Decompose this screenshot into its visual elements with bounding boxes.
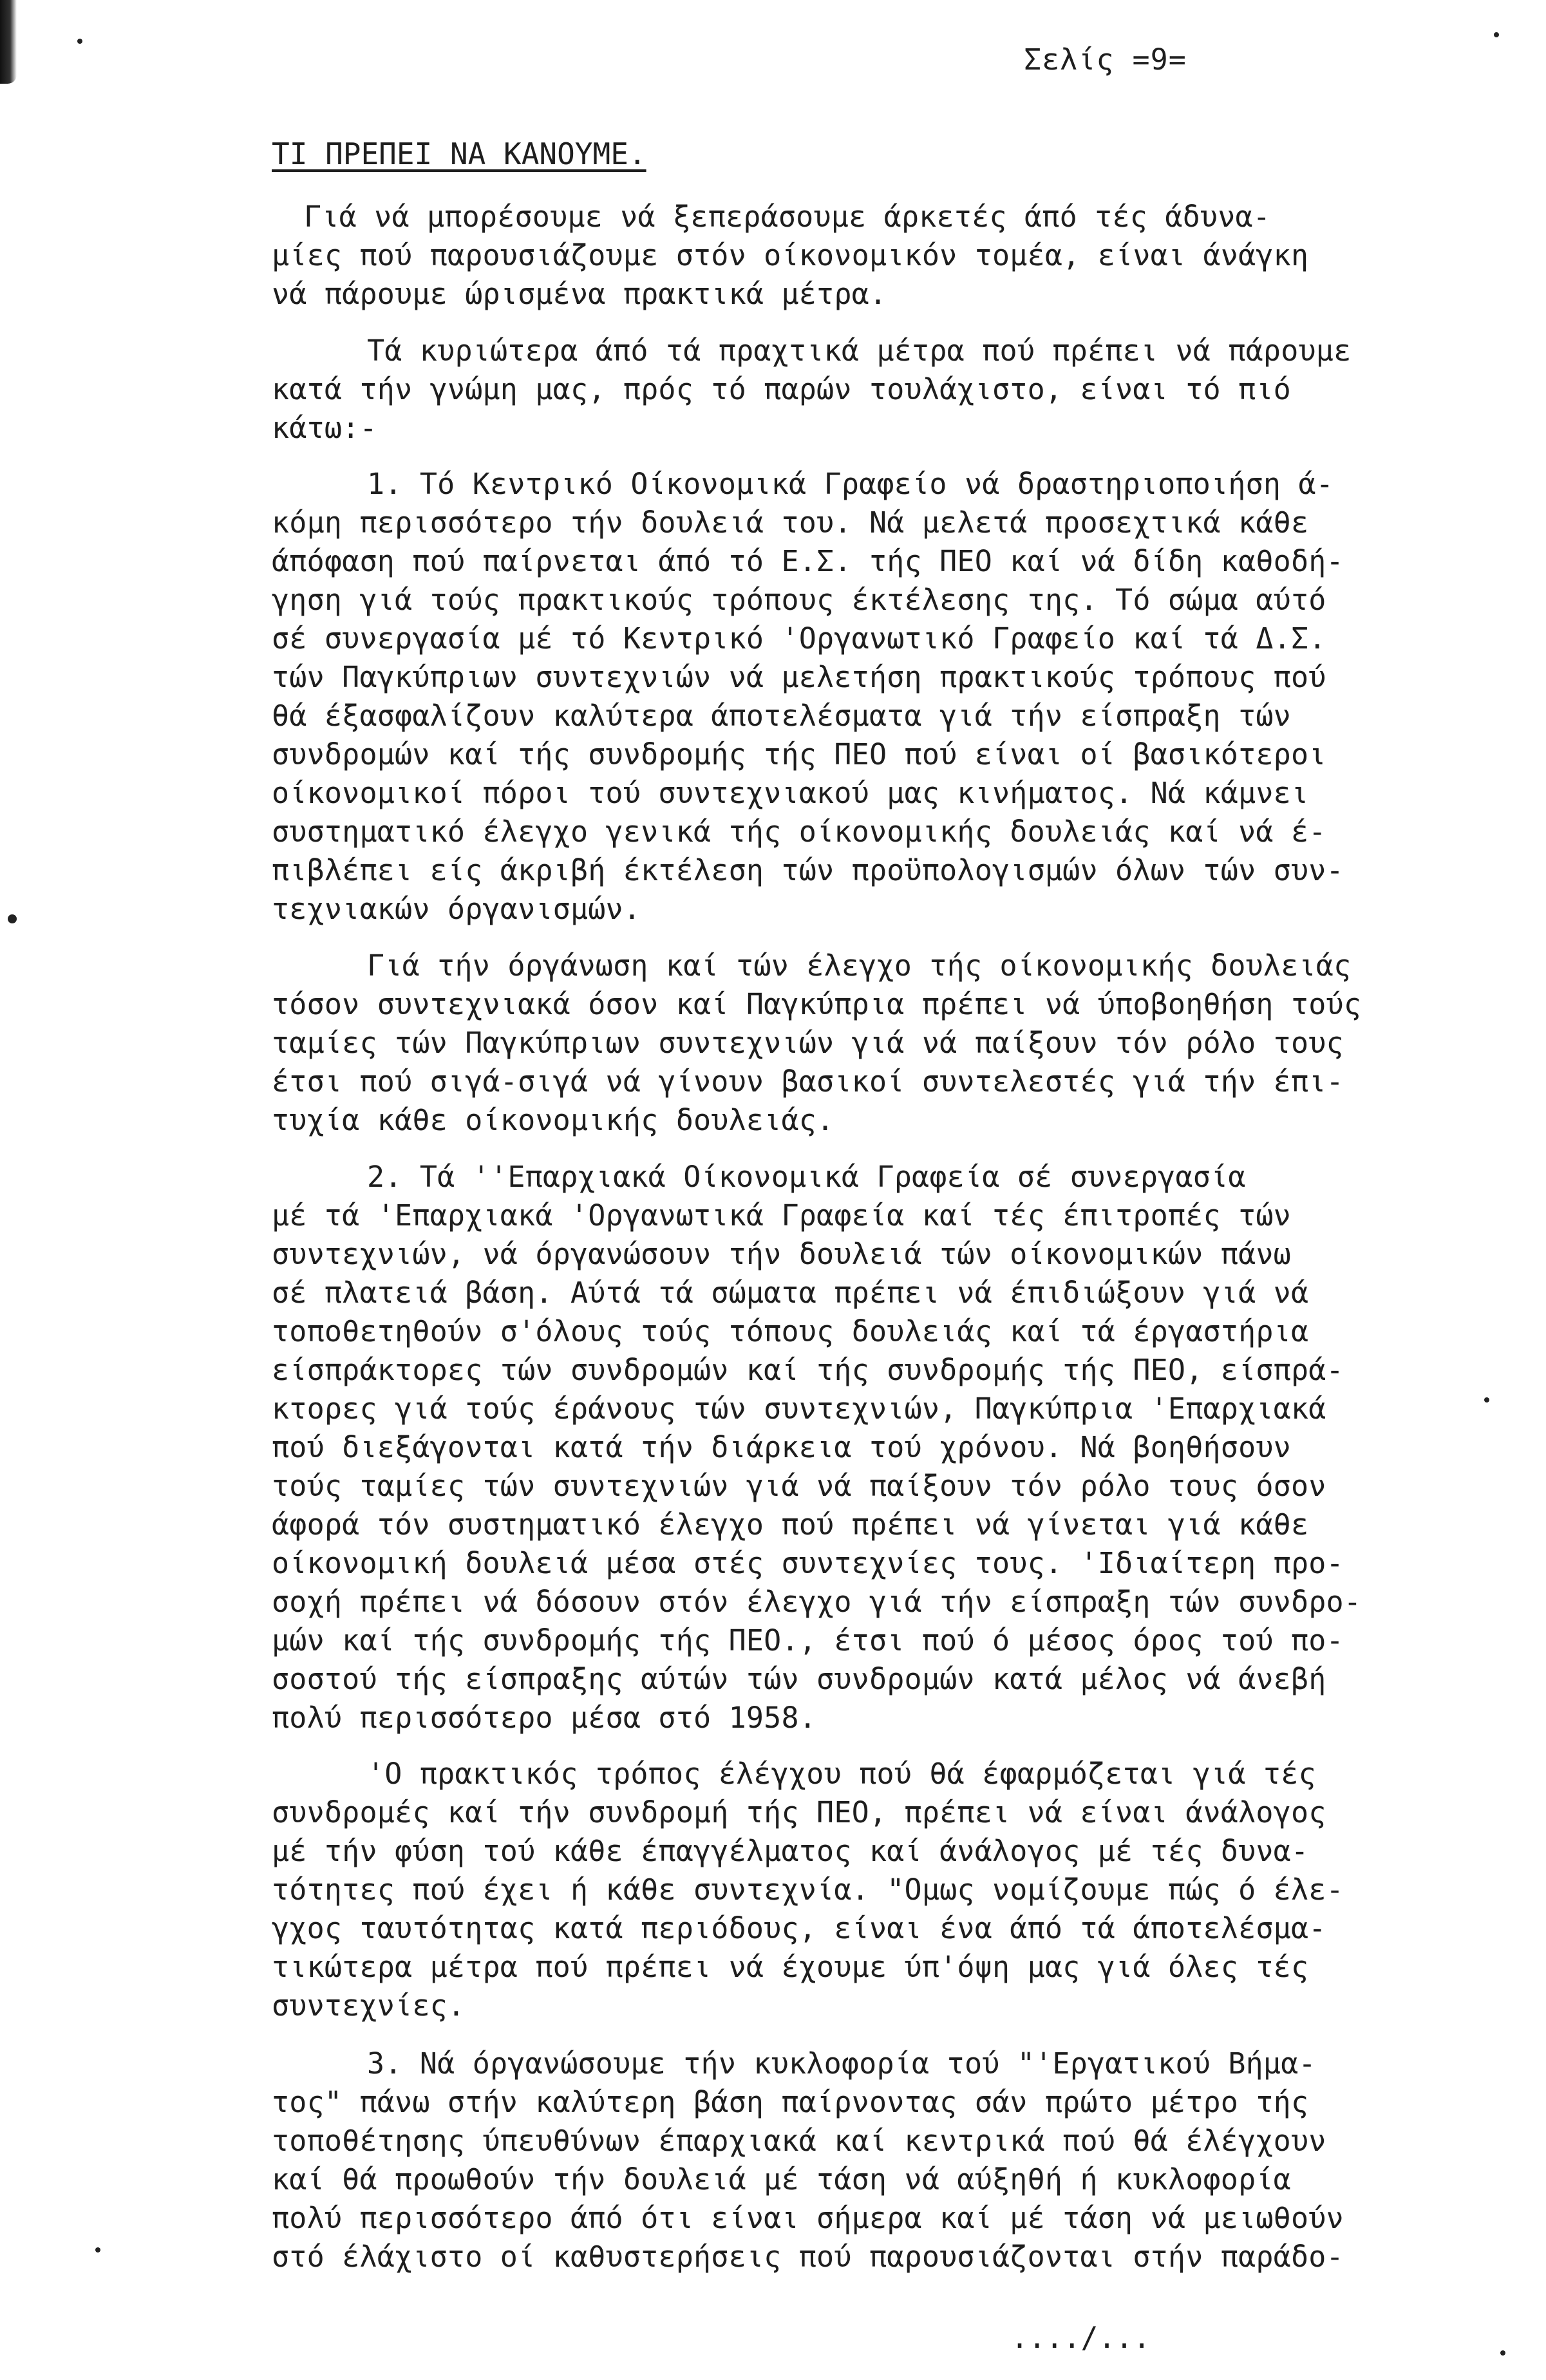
page-number: Σελίς =9= — [1024, 42, 1187, 77]
text-line: σοστού τής είσπραξης αύτών τών συνδρομών κατά μέλος νά άνεβή — [272, 1662, 1326, 1696]
text-line: άπόφαση πού παίρνεται άπό τό Ε.Σ. τής ΠΕΟ καί νά δίδη καθοδή- — [272, 544, 1344, 578]
text-line: γχος ταυτότητας κατά περιόδους, είναι ένα άπό τά άποτελέσμα- — [272, 1911, 1326, 1945]
text-line: πού διεξάγονται κατά τήν διάρκεια τού χρόνου. Νά βοηθήσουν — [272, 1430, 1291, 1464]
section-heading: ΤΙ ΠΡΕΠΕΙ ΝΑ ΚΑΝΟΥΜΕ. — [272, 137, 646, 171]
text-line: έτσι πού σιγά-σιγά νά γίνουν βασικοί συντελεστές γιά τήν έπι- — [272, 1064, 1344, 1099]
text-line: πολύ περισσότερο άπό ότι είναι σήμερα καί μέ τάση νά μειωθούν — [272, 2201, 1344, 2235]
text-line: συντεχνιών, νά όργανώσουν τήν δουλειά τών οίκονομικών πάνω — [272, 1237, 1291, 1271]
text-line: κάτω:- — [272, 411, 377, 445]
scan-speck — [1494, 32, 1499, 37]
scan-speck — [8, 914, 17, 923]
text-line: γηση γιά τούς πρακτικούς τρόπους έκτέλεσης της. Τό σώμα αύτό — [272, 583, 1326, 617]
text-line: 2. Τά ''Επαρχιακά Οίκονομικά Γραφεία σέ συνεργασία — [367, 1160, 1246, 1194]
text-line: θά έξασφαλίζουν καλύτερα άποτελέσματα γιά τήν είσπραξη τών — [272, 699, 1291, 733]
scan-speck — [95, 2247, 100, 2252]
text-line: τικώτερα μέτρα πού πρέπει νά έχουμε ύπ'όψη μας γιά όλες τές — [272, 1950, 1309, 1984]
text-line: τυχία κάθε οίκονομικής δουλειάς. — [272, 1103, 834, 1137]
text-line: 1. Τό Κεντρικό Οίκονομικά Γραφείο νά δραστηριοποιήση ά- — [367, 467, 1334, 501]
text-line: σέ πλατειά βάση. Αύτά τά σώματα πρέπει νά έπιδιώξουν γιά νά — [272, 1276, 1309, 1310]
text-line: τότητες πού έχει ή κάθε συντεχνία. "Ομως νομίζουμε πώς ό έλε- — [272, 1873, 1344, 1907]
text-line: κτορες γιά τούς έράνους τών συντεχνιών, Παγκύπρια 'Επαρχιακά — [272, 1392, 1326, 1426]
binding-edge-mark — [0, 0, 17, 84]
text-line: τοποθετηθούν σ'όλους τούς τόπους δουλειάς καί τά έργαστήρια — [272, 1314, 1309, 1348]
text-line: τούς ταμίες τών συντεχνιών γιά νά παίξουν τόν ρόλο τους όσον — [272, 1469, 1326, 1503]
text-line: Γιά τήν όργάνωση καί τών έλεγχο τής οίκονομικής δουλειάς — [367, 949, 1352, 983]
continuation-marker: ..../... — [1011, 2321, 1151, 2355]
text-line: καί θά προωθούν τήν δουλειά μέ τάση νά αύξηθή ή κυκλοφορία — [272, 2162, 1291, 2196]
text-line: μίες πού παρουσιάζουμε στόν οίκονομικόν τομέα, είναι άνάγκη — [272, 238, 1309, 272]
text-line: πιβλέπει είς άκριβή έκτέλεση τών προϋπολογισμών όλων τών συν- — [272, 853, 1344, 887]
text-line: συστηματικό έλεγχο γενικά τής οίκονομικής δουλειάς καί νά έ- — [272, 815, 1326, 849]
text-line: οίκονομικοί πόροι τού συντεχνιακού μας κινήματος. Νά κάμνει — [272, 776, 1309, 810]
text-line: συντεχνίες. — [272, 1988, 466, 2023]
text-line: κόμη περισσότερο τήν δουλειά του. Νά μελετά προσεχτικά κάθε — [272, 505, 1309, 540]
text-line: είσπράκτορες τών συνδρομών καί τής συνδρομής τής ΠΕΟ, είσπρά- — [272, 1353, 1344, 1387]
text-line: οίκονομική δουλειά μέσα στές συντεχνίες τους. 'Ιδιαίτερη προ- — [272, 1546, 1344, 1580]
text-line: ταμίες τών Παγκύπριων συντεχνιών γιά νά παίξουν τόν ρόλο τους — [272, 1026, 1344, 1060]
text-line: σέ συνεργασία μέ τό Κεντρικό 'Οργανωτικό Γραφείο καί τά Δ.Σ. — [272, 621, 1326, 656]
text-line: Τά κυριώτερα άπό τά πραχτικά μέτρα πού πρέπει νά πάρουμε — [367, 334, 1352, 368]
text-line: 3. Νά όργανώσουμε τήν κυκλοφορία τού "'Εργατικού Βήμα- — [367, 2046, 1316, 2081]
scan-speck — [1500, 2350, 1505, 2356]
text-line: άφορά τόν συστηματικό έλεγχο πού πρέπει νά γίνεται γιά κάθε — [272, 1507, 1309, 1542]
text-line: μέ τήν φύση τού κάθε έπαγγέλματος καί άνάλογος μέ τές δυνα- — [272, 1834, 1309, 1868]
text-line: τόσον συντεχνιακά όσον καί Παγκύπρια πρέπει νά ύποβοηθήση τούς — [272, 987, 1362, 1021]
text-line: κατά τήν γνώμη μας, πρός τό παρών τουλάχιστο, είναι τό πιό — [272, 372, 1291, 406]
scan-speck — [77, 39, 82, 44]
text-line: στό έλάχιστο οί καθυστερήσεις πού παρουσιάζονται στήν παράδο- — [272, 2240, 1344, 2274]
text-line: συνδρομών καί τής συνδρομής τής ΠΕΟ πού είναι οί βασικότεροι — [272, 737, 1326, 771]
text-line: τοποθέτησης ύπευθύνων έπαρχιακά καί κεντρικά πού θά έλέγχουν — [272, 2124, 1326, 2158]
text-line: μών καί τής συνδρομής τής ΠΕΟ., έτσι πού ό μέσος όρος τού πο- — [272, 1623, 1344, 1658]
text-line: πολύ περισσότερο μέσα στό 1958. — [272, 1701, 817, 1735]
text-line: μέ τά 'Επαρχιακά 'Οργανωτικά Γραφεία καί τές έπιτροπές τών — [272, 1198, 1291, 1232]
text-line: τος" πάνω στήν καλύτερη βάση παίρνοντας σάν πρώτο μέτρο τής — [272, 2085, 1309, 2119]
text-line: σοχή πρέπει νά δόσουν στόν έλεγχο γιά τήν είσπραξη τών συνδρο- — [272, 1585, 1362, 1619]
text-line: συνδρομές καί τήν συνδρομή τής ΠΕΟ, πρέπει νά είναι άνάλογος — [272, 1795, 1326, 1829]
text-line: τών Παγκύπριων συντεχνιών νά μελετήση πρακτικούς τρόπους πού — [272, 660, 1326, 694]
scan-speck — [1484, 1397, 1489, 1402]
text-line: νά πάρουμε ώρισμένα πρακτικά μέτρα. — [272, 277, 887, 311]
text-line: Γιά νά μπορέσουμε νά ξεπεράσουμε άρκετές άπό τές άδυνα- — [304, 200, 1271, 234]
text-line: 'Ο πρακτικός τρόπος έλέγχου πού θά έφαρμόζεται γιά τές — [367, 1757, 1316, 1791]
text-line: τεχνιακών όργανισμών. — [272, 892, 641, 926]
